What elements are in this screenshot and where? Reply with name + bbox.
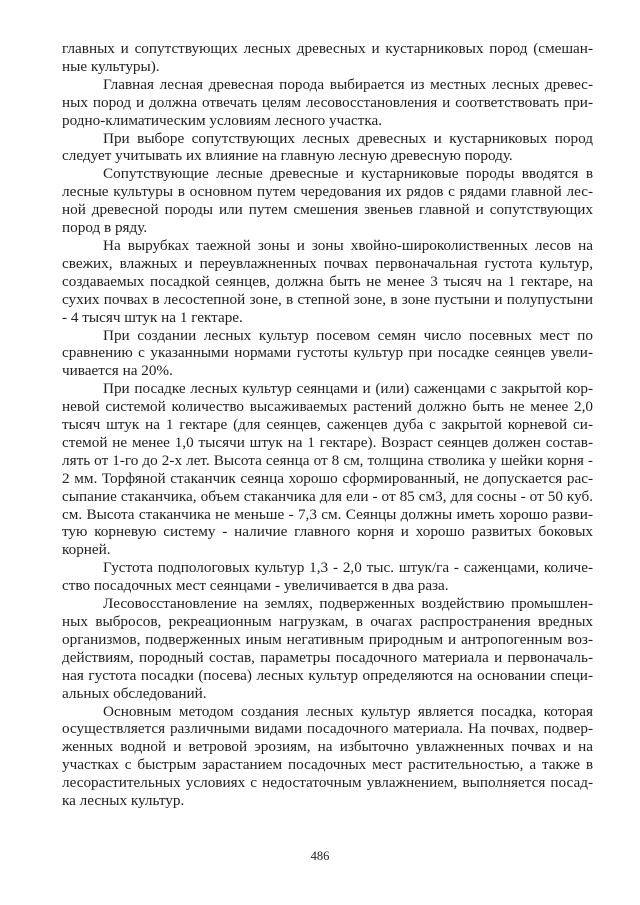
- paragraph-8: Густота подпологовых культур 1,3 - 2,0 тыс. штук/га - саженцами, количество посадочных мест сеянцами - увеличивается в два раза.: [62, 559, 593, 595]
- body-text: [62, 40, 593, 810]
- paragraph-7: При посадке лесных культур сеянцами и (или) саженцами с закрытой корневой системой количество высаживаемых растений должно быть не менее 2,0 тысяч штук на 1 гектаре (для сеянцев, саженцев дуба с закрытой корневой системой не менее 1,0 тысячи штук на 1 гектаре). Возраст сеянцев должен составлять от 1-го до 2-х лет. Высота сеянца от 8 см, толщина стволика у шейки корня - 2 мм. Торфяной стаканчик сеянца хорошо сформированный, не допускается рассыпание стаканчика, объем стаканчика для ели - от 85 см3, для сосны - от 50 куб. см. Высота стаканчика не меньше - 7,3 см. Сеянцы должны иметь хорошо развитую корневую систему - наличие главного корня и хорошо развитых боковых корней.: [62, 380, 593, 559]
- paragraph-1: главных и сопутствующих лесных древесных и кустарниковых пород (смешанные культуры).: [62, 40, 593, 75]
- page-number: 486: [310, 849, 330, 863]
- paragraph-4: Сопутствующие лесные древесные и кустарниковые породы вводятся в лесные культуры в основном путем чередования их рядов с рядами главной лесной древесной породы или путем смешения звеньев главной и сопутствующих пород в ряду.: [62, 165, 593, 237]
- paragraph-9: Лесовосстановление на землях, подверженных воздействию промышленных выбросов, рекреационным нагрузкам, в очагах распространения вредных организмов, подверженных иным негативным природным и антропогенным воздействиям, породный состав, параметры посадочного материала и первоначальная густота посадки (посева) лесных культур определяются на основании специальных обследований.: [62, 595, 593, 702]
- paragraph-5: На вырубках таежной зоны и зоны хвойно-широколиственных лесов на свежих, влажных и переувлажненных почвах первоначальная густота культур, создаваемых посадкой сеянцев, должна быть не менее 3 тысяч на 1 гектаре, на сухих почвах в лесостепной зоне, в степной зоне, в зоне пустыни и полупустыни - 4 тысяч штук на 1 гектаре.: [62, 236, 593, 326]
- paragraph-6: При создании лесных культур посевом семян число посевных мест по сравнению с указанными нормами густоты культур при посадке сеянцев увеличивается на 20%.: [62, 326, 593, 380]
- paragraph-3: При выборе сопутствующих лесных древесных и кустарниковых пород следует учитывать их влияние на главную лесную древесную породу.: [62, 129, 593, 165]
- paragraph-10: Основным методом создания лесных культур является посадка, которая осуществляется различными видами посадочного материала. На почвах, подверженных водной и ветровой эрозиям, на избыточно увлажненных почвах и на участках с быстрым зарастанием посадочных мест растительностью, а также в лесорастительных условиях с недостаточным увлажнением, выполняется посадка лесных культур.: [62, 702, 593, 810]
- paragraph-2: Главная лесная древесная порода выбирается из местных лесных древесных пород и должна отвечать целям лесовосстановления и соответствовать природно-климатическим условиям лесного участка.: [62, 75, 593, 129]
